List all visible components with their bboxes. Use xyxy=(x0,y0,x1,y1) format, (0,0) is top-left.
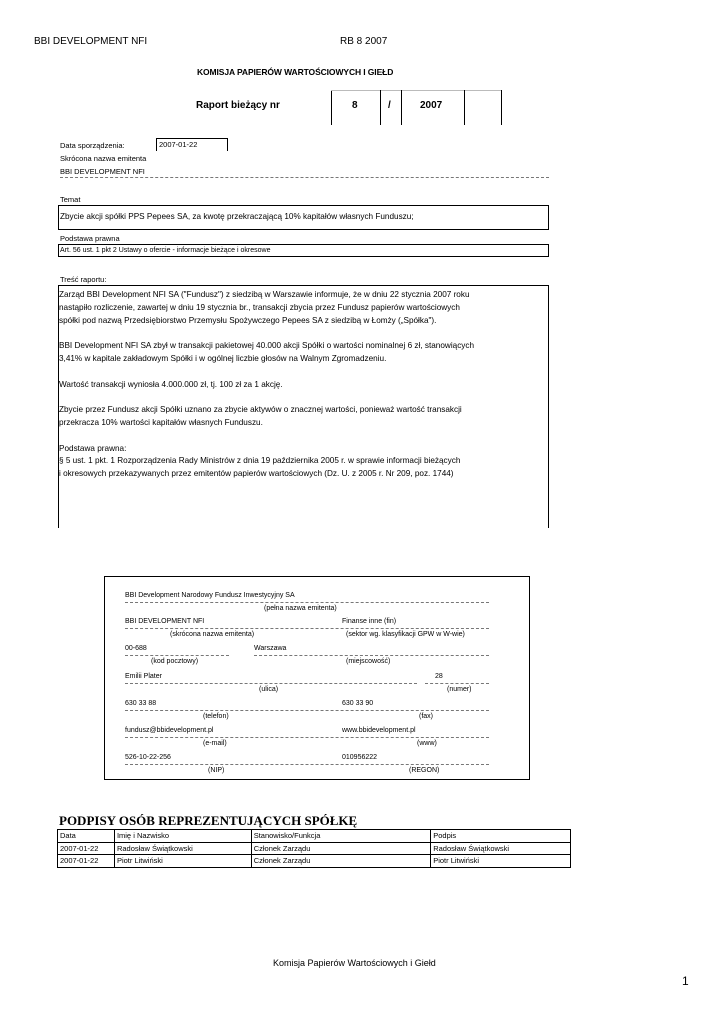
table-cell: Radosław Świątkowski xyxy=(114,842,251,855)
signatures-heading: PODPISY OSÓB REPREZENTUJĄCYCH SPÓŁKĘ xyxy=(59,813,358,828)
content-line: Zbycie przez Fundusz akcji Spółki uznano za zbycie aktywów o znacznej wartości, ponieważ wartość transakcji xyxy=(59,405,462,415)
footer-text: Komisja Papierów Wartościowych i Giełd xyxy=(273,958,436,968)
issuer-city: Warszawa xyxy=(254,645,287,652)
date-field xyxy=(156,138,228,151)
column-header: Podpis xyxy=(431,830,571,843)
table-cell: Członek Zarządu xyxy=(251,855,431,868)
issuer-email: fundusz@bbidevelopment.pl xyxy=(125,727,214,734)
table-cell: Piotr Litwiński xyxy=(114,855,251,868)
page-number: 1 xyxy=(682,974,689,988)
issuer-nip-caption: (NIP) xyxy=(208,767,225,774)
report-box-divider xyxy=(501,90,502,125)
table-cell: 2007-01-22 xyxy=(58,855,115,868)
issuer-sector: Finanse inne (fin) xyxy=(342,618,397,625)
report-separator: / xyxy=(388,100,391,111)
signatures-table xyxy=(57,829,571,868)
issuer-postal-code: 00-688 xyxy=(125,645,147,652)
short-name-value: BBI DEVELOPMENT NFI xyxy=(60,167,145,176)
content-paragraph xyxy=(59,404,549,430)
divider xyxy=(125,764,489,765)
issuer-number-caption: (numer) xyxy=(447,686,472,693)
table-row xyxy=(58,855,571,868)
issuer-phone: 630 33 88 xyxy=(125,700,157,707)
content-line: Zarząd BBI Development NFI SA ("Fundusz") z siedzibą w Warszawie informuje, że w dniu 22 stycznia 2007 roku xyxy=(59,290,470,299)
content-line: nastąpiło rozliczenie, zawartej w dniu 19 stycznia br., transakcji zbycia przez Fundusz papierów wartościowych xyxy=(59,302,460,312)
content-paragraph xyxy=(59,340,549,366)
issuer-regon-caption: (REGON) xyxy=(409,767,440,774)
table-cell: Radosław Świątkowski xyxy=(431,842,571,855)
content-paragraph xyxy=(59,289,549,327)
content-line: Wartość transakcji wyniosła 4.000.000 zł, tj. 100 zł za 1 akcję. xyxy=(59,379,283,389)
date-value: 2007-01-22 xyxy=(159,140,198,149)
subject-label: Temat xyxy=(60,195,81,204)
issuer-city-caption: (miejscowość) xyxy=(346,658,391,665)
legal-basis-field xyxy=(58,244,549,257)
issuer-regon: 010956222 xyxy=(342,754,378,761)
issuer-full-name-caption: (pełna nazwa emitenta) xyxy=(264,605,337,612)
report-box-divider xyxy=(380,90,381,125)
column-header: Imię i Nazwisko xyxy=(114,830,251,843)
content-line: Podstawa prawna: xyxy=(59,443,127,453)
issuer-email-caption: (e-mail) xyxy=(203,740,227,747)
header-report-code: RB 8 2007 xyxy=(340,36,388,47)
content-line: przekracza 10% wartości kapitałów własnych Funduszu. xyxy=(59,417,263,427)
divider xyxy=(425,683,489,684)
column-header: Data xyxy=(58,830,115,843)
issuer-fax: 630 33 90 xyxy=(342,700,374,707)
report-number: 8 xyxy=(352,100,358,111)
divider xyxy=(125,710,489,711)
issuer-nip: 526-10-22-256 xyxy=(125,754,171,761)
issuer-phone-caption: (telefon) xyxy=(203,713,229,720)
content-line: i okresowych przekazywanych przez emitentów papierów wartościowych (Dz. U. z 2005 r. Nr 209, poz. 1744) xyxy=(59,469,454,479)
legal-basis-label: Podstawa prawna xyxy=(60,234,120,243)
content-label: Treść raportu: xyxy=(60,275,107,284)
table-cell: Piotr Litwiński xyxy=(431,855,571,868)
commission-title: KOMISJA PAPIERÓW WARTOŚCIOWYCH I GIEŁD xyxy=(197,67,394,77)
issuer-short-name: BBI DEVELOPMENT NFI xyxy=(125,618,205,625)
content-paragraph xyxy=(59,443,549,481)
content-line: § 5 ust. 1 pkt. 1 Rozporządzenia Rady Ministrów z dnia 19 października 2005 r. w sprawie informacji bieżących xyxy=(59,456,461,466)
divider xyxy=(125,628,489,629)
issuer-short-name-caption: (skrócona nazwa emitenta) xyxy=(170,631,255,638)
report-year: 2007 xyxy=(420,100,443,111)
table-header-row xyxy=(58,830,571,843)
issuer-www: www.bbidevelopment.pl xyxy=(342,727,416,734)
content-line: spółki pod nazwą Przedsiębiorstwo Przemysłu Spożywczego Pepees SA z siedzibą w Łomży („Spółka"). xyxy=(59,315,437,325)
divider xyxy=(60,177,549,178)
legal-basis-value: Art. 56 ust. 1 pkt 2 Ustawy o ofercie - informacje bieżące i okresowe xyxy=(60,247,271,254)
header-company: BBI DEVELOPMENT NFI xyxy=(34,36,148,47)
issuer-postal-code-caption: (kod pocztowy) xyxy=(151,658,199,665)
issuer-sector-caption: (sektor wg. klasyfikacji GPW w W-wie) xyxy=(346,631,465,638)
table-cell: 2007-01-22 xyxy=(58,842,115,855)
issuer-fax-caption: (fax) xyxy=(419,713,433,720)
report-box-top xyxy=(331,90,501,91)
divider xyxy=(125,683,417,684)
report-box-divider xyxy=(331,90,332,125)
report-box-divider xyxy=(401,90,402,125)
issuer-www-caption: (www) xyxy=(417,740,437,747)
table-cell: Członek Zarządu xyxy=(251,842,431,855)
content-paragraph xyxy=(59,379,549,392)
divider xyxy=(125,655,229,656)
subject-value: Zbycie akcji spółki PPS Pepees SA, za kwotę przekraczającą 10% kapitałów własnych Funduszu; xyxy=(60,212,414,221)
content-line: 3,41% w kapitale zakładowym Spółki i w ogólnej liczbie głosów na Walnym Zgromadzeniu. xyxy=(59,353,387,363)
table-row xyxy=(58,842,571,855)
issuer-street-caption: (ulica) xyxy=(259,686,279,693)
subject-field xyxy=(58,205,549,230)
report-content xyxy=(59,289,549,481)
issuer-street: Emilii Plater xyxy=(125,673,162,680)
issuer-full-name: BBI Development Narodowy Fundusz Inwestycyjny SA xyxy=(125,592,295,599)
report-box-divider xyxy=(464,90,465,125)
column-header: Stanowisko/Funkcja xyxy=(251,830,431,843)
date-label: Data sporządzenia: xyxy=(60,141,125,150)
divider xyxy=(254,655,489,656)
divider xyxy=(125,737,489,738)
divider xyxy=(125,602,489,603)
issuer-number: 28 xyxy=(435,673,443,680)
short-name-label: Skrócona nazwa emitenta xyxy=(60,154,147,163)
report-label: Raport bieżący nr xyxy=(196,100,280,111)
content-line: BBI Development NFI SA zbył w transakcji pakietowej 40.000 akcji Spółki o wartości nominalnej 6 zł, stanowiących xyxy=(59,341,475,351)
